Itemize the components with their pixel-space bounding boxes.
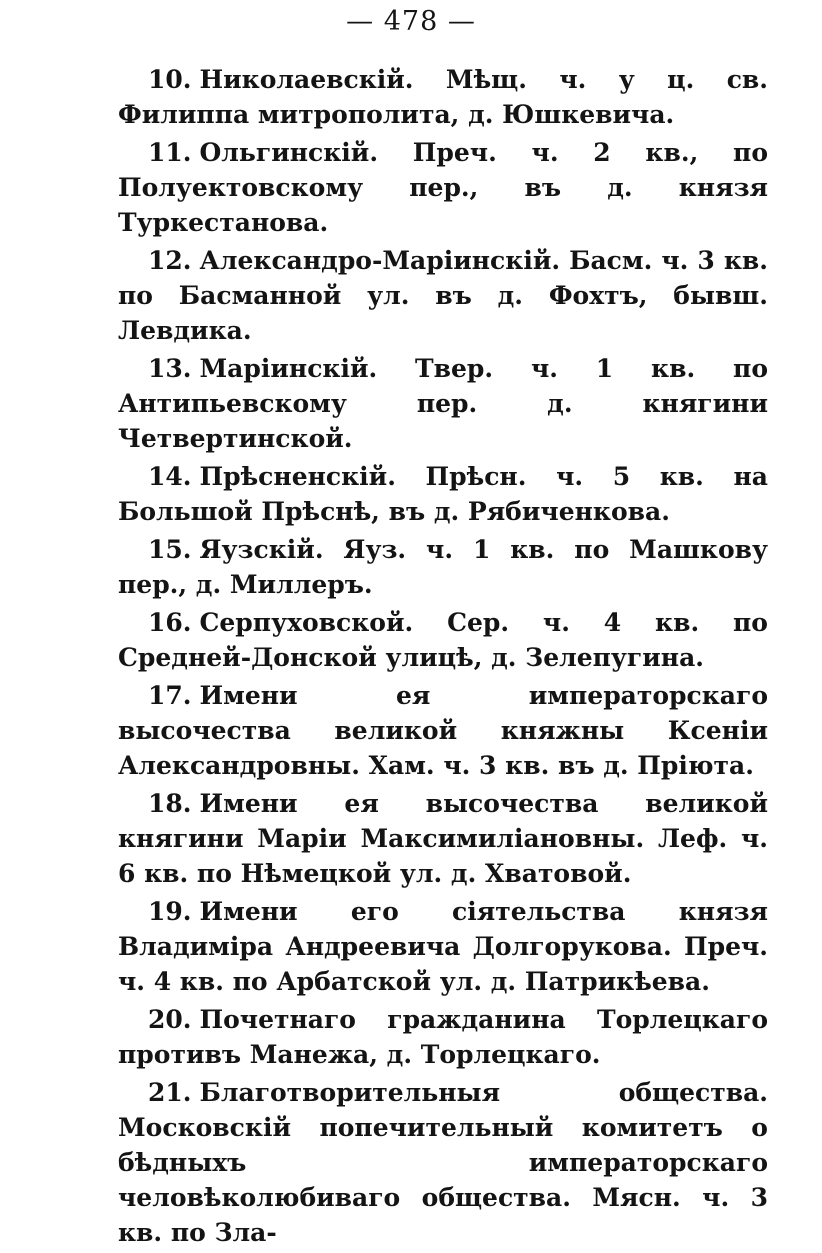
entry-number: 12.: [148, 246, 192, 275]
entry-number: 16.: [148, 608, 192, 637]
entry-text: Яузскій. Яуз. ч. 1 кв. по Машкову пер., д. Миллеръ.: [118, 535, 768, 599]
entry-number: 10.: [148, 65, 192, 94]
entry-text: Прѣсненскій. Прѣсн. ч. 5 кв. на Большой Прѣснѣ, въ д. Рябиченкова.: [118, 462, 768, 526]
entry-number: 18.: [148, 789, 192, 818]
entry-text: Маріинскій. Твер. ч. 1 кв. по Антипьевскому пер. д. княгини Четвертинской.: [118, 354, 768, 453]
entry-text: Серпуховской. Сер. ч. 4 кв. по Средней-Донской улицѣ, д. Зелепугина.: [118, 608, 768, 672]
list-item: [118, 1002, 768, 1072]
list-item: [118, 894, 768, 999]
page-number: — 478 —: [346, 6, 476, 37]
list-item: [118, 605, 768, 675]
entry-text: Имени ея высочества великой княгини Маріи Максимиліановны. Леф. ч. 6 кв. по Нѣмецкой ул. д. Хватовой.: [118, 789, 768, 888]
entry-text: Николаевскій. Мѣщ. ч. у ц. св. Филиппа митрополита, д. Юшкевича.: [118, 65, 768, 129]
list-item: [118, 351, 768, 456]
list-item: [118, 459, 768, 529]
entry-text: Ольгинскій. Преч. ч. 2 кв., по Полуектовскому пер., въ д. князя Туркестанова.: [118, 138, 768, 237]
entry-number: 13.: [148, 354, 192, 383]
entry-number: 19.: [148, 897, 192, 926]
entry-text: Почетнаго гражданина Торлецкаго противъ Манежа, д. Торлецкаго.: [118, 1005, 768, 1069]
list-item: [118, 1075, 768, 1250]
list-item: [118, 62, 768, 132]
list-item: [118, 135, 768, 240]
entry-number: 20.: [148, 1005, 192, 1034]
entry-text: Александро-Маріинскій. Басм. ч. 3 кв. по Басманной ул. въ д. Фохтъ, бывш. Левдика.: [118, 246, 768, 345]
entry-number: 11.: [148, 138, 192, 167]
entry-text: Имени ея императорскаго высочества великой княжны Ксеніи Александровны. Хам. ч. 3 кв. въ д. Пріюта.: [118, 681, 768, 780]
entry-number: 15.: [148, 535, 192, 564]
entry-text: Имени его сіятельства князя Владиміра Андреевича Долгорукова. Преч. ч. 4 кв. по Арбатской ул. д. Патрикѣева.: [118, 897, 768, 996]
list-item: [118, 243, 768, 348]
entry-number: 21.: [148, 1078, 192, 1107]
entry-text: Благотворительныя общества. Московскій попечительный комитетъ о бѣдныхъ императорскаго человѣколюбиваго общества. Мясн. ч. 3 кв. по Зла-: [118, 1078, 768, 1247]
entry-list: [118, 62, 768, 1253]
entry-number: 14.: [148, 462, 192, 491]
list-item: [118, 532, 768, 602]
entry-number: 17.: [148, 681, 192, 710]
list-item: [118, 678, 768, 783]
list-item: [118, 786, 768, 891]
